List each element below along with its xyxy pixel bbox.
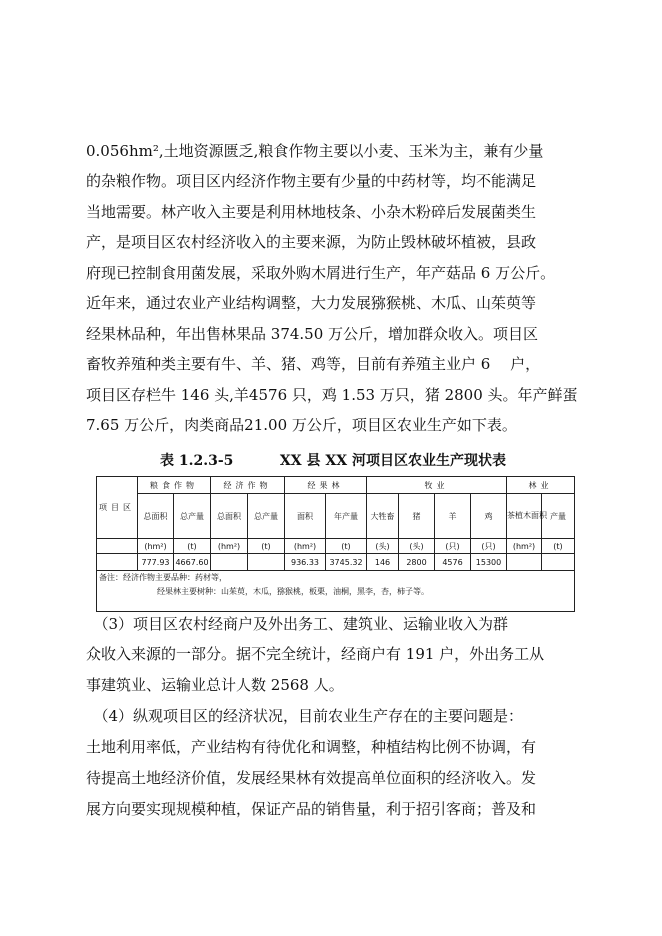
value-cell: 3745.32 [326,554,367,571]
paragraph-line: 事建筑业、运输业总计人数 2568 人。 [86,676,344,694]
subheader-cell: 羊 [435,494,471,539]
note-line: 备注：经济作物主要品种：药材等， [99,573,227,582]
unit-cell: (t) [542,539,575,554]
unit-cell: (t) [248,539,285,554]
empty-cell [97,554,138,571]
value-cell: 4667.60 [174,554,211,571]
value-cell: 4576 [435,554,471,571]
subheader-cell: 年产量 [326,494,367,539]
value-cell: 2800 [399,554,435,571]
group-header: 林业 [507,477,575,494]
paragraph-line: 众收入来源的一部分。据不完全统计，经商户有 191 户，外出务工从 [86,645,545,663]
agriculture-status-table [96,476,575,612]
unit-cell: (只) [471,539,507,554]
subheader-cell: 总产量 [248,494,285,539]
unit-cell: (hm²) [285,539,326,554]
subheader-cell: 总面积 [211,494,248,539]
paragraph-line: 土地利用率低，产业结构有待优化和调整，种植结构比例不协调，有 [86,738,537,756]
paragraph-line: 项目区存栏牛 146 头,羊4576 只，鸡 1.53 万只，猪 2800 头。年产鲜蛋 [86,386,578,404]
value-cell: 146 [367,554,399,571]
group-header: 经果林 [285,477,367,494]
paragraph-line: （4）纵观项目区的经济状况，目前农业生产存在的主要问题是： [86,707,524,725]
paragraph-line: 展方向要实现规模种植，保证产品的销售量，利于招引客商；普及和 [86,800,537,818]
paragraph-line: 产，是项目区农村经济收入的主要来源，为防止毁林破坏植被，县政 [86,233,537,251]
unit-cell: (头) [367,539,399,554]
table-note [97,571,575,612]
unit-cell: (t) [326,539,367,554]
paragraph-line: 府现已控制食用菌发展，采取外购木屑进行生产，年产菇品 6 万公斤。 [86,264,556,282]
group-header: 经济作物 [211,477,285,494]
paragraph-line: 0.056hm²,土地资源匮乏,粮食作物主要以小麦、玉米为主，兼有少量 [86,142,544,160]
unit-cell: (hm²) [138,539,174,554]
group-header: 牧业 [367,477,507,494]
group-header: 粮食作物 [138,477,211,494]
unit-cell: (hm²) [507,539,542,554]
paragraph-line: 7.65 万公斤，肉类商品21.00 万公斤，项目区农业生产如下表。 [86,416,517,434]
subheader-cell: 猪 [399,494,435,539]
paragraph-line: （3）项目区农村经商户及外出务工、建筑业、运输业收入为群 [86,615,509,633]
empty-cell [97,539,138,554]
subheader-cell: 产量 [542,494,575,539]
subheader-cell: 面积 [285,494,326,539]
unit-cell: (hm²) [211,539,248,554]
subheader-cell: 鸡 [471,494,507,539]
unit-cell: (头) [399,539,435,554]
value-cell [248,554,285,571]
value-cell [542,554,575,571]
value-cell: 15300 [471,554,507,571]
subheader-cell: 大牲畜 [367,494,399,539]
paragraph-line: 待提高土地经济价值，发展经果林有效提高单位面积的经济收入。发 [86,769,537,787]
table-number: 表 1.2.3-5 [160,453,234,469]
subheader-cell: 总面积 [138,494,174,539]
unit-cell: (t) [174,539,211,554]
paragraph-line: 经果林品种，年出售林果品 374.50 万公斤，增加群众收入。项目区 [86,325,539,343]
value-cell [507,554,542,571]
paragraph-line: 畜牧养殖种类主要有牛、羊、猪、鸡等，目前有养殖主业户 6 户， [86,355,541,373]
table-title: XX 县 XX 河项目区农业生产现状表 [279,453,506,469]
table-caption [160,450,506,470]
subheader-cell: 总产量 [174,494,211,539]
value-cell: 777.93 [138,554,174,571]
row-header-cell: 项目区 [97,477,138,539]
subheader-cell: 茶植木面积 [507,494,542,539]
unit-cell: (只) [435,539,471,554]
note-line: 经果林主要树种：山茱萸，木瓜，猕猴桃，板栗，油桐，黑李，杏，柿子等。 [157,587,429,596]
value-cell [211,554,248,571]
paragraph-line: 的杂粮作物。项目区内经济作物主要有少量的中药材等，均不能满足 [86,172,537,190]
paragraph-line: 近年来，通过农业产业结构调整，大力发展猕猴桃、木瓜、山茱萸等 [86,294,537,312]
value-cell: 936.33 [285,554,326,571]
paragraph-line: 当地需要。林产收入主要是利用林地枝条、小杂木粉碎后发展菌类生 [86,203,537,221]
